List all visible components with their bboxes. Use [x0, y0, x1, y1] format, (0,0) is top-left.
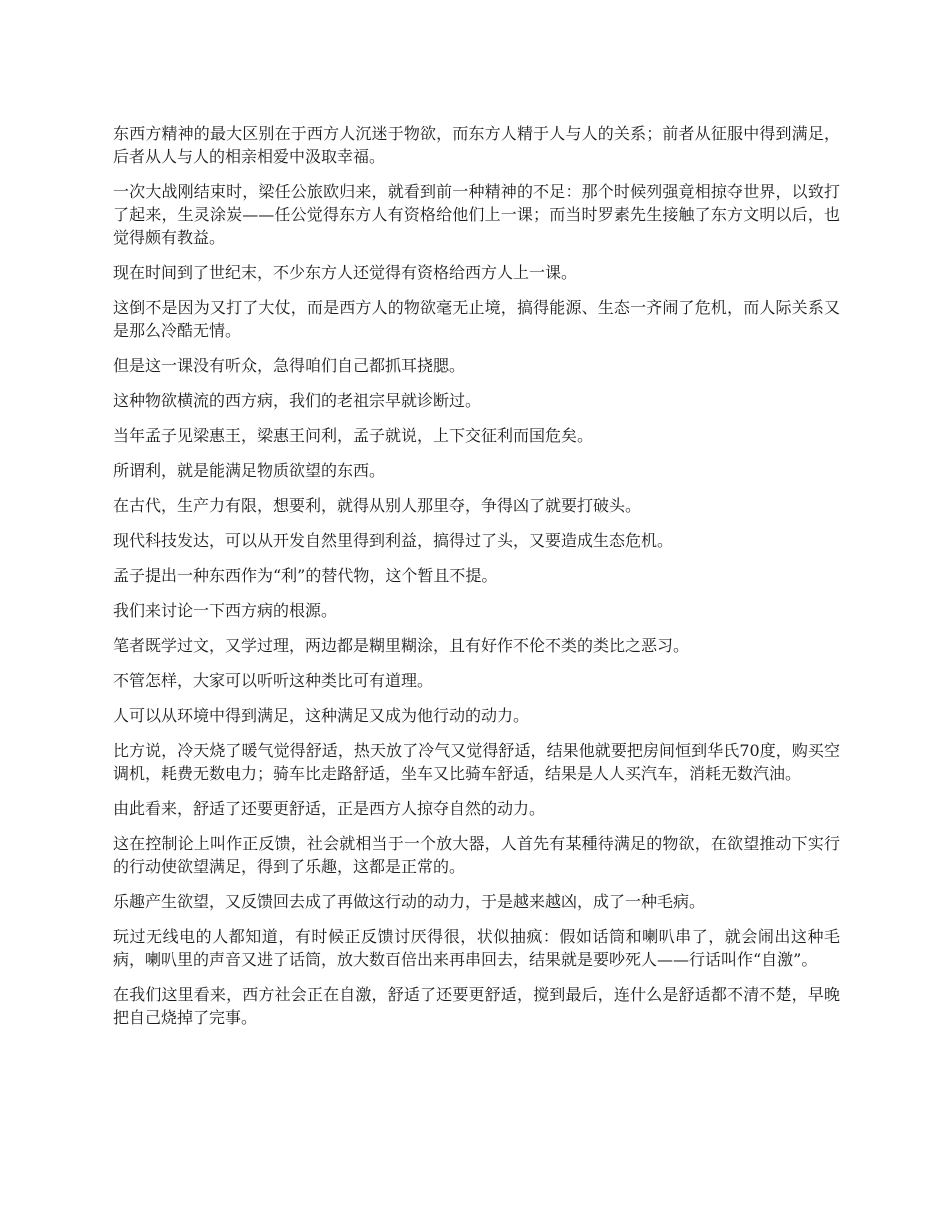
paragraph: 一次大战刚结束时，梁任公旅欧归来，就看到前一种精神的不足：那个时候列强竟相掠夺世界，以致打了起来，生灵涂炭——任公觉得东方人有资格给他们上一课；而当时罗素先生接触了东方文明以后，也觉得颇有教益。 — [113, 182, 840, 247]
paragraph: 笔者既学过文，又学过理，两边都是糊里糊涂，且有好作不伦不类的类比之恶习。 — [113, 636, 690, 655]
paragraph: 在古代，生产力有限，想要利，就得从别人那里夺，争得凶了就要打破头。 — [113, 496, 642, 515]
paragraph: 所谓利，就是能满足物质欲望的东西。 — [113, 461, 386, 480]
paragraph: 当年孟子见梁惠王，梁惠王问利，孟子就说，上下交征利而国危矣。 — [113, 426, 594, 445]
paragraph: 比方说，冷天烧了暖气觉得舒适，热天放了冷气又觉得舒适，结果他就要把房间恒到华氏70度，购买空调机，耗费无数电力；骑车比走路舒适，坐车又比骑车舒适，结果是人人买汽车，消耗无数汽油。 — [113, 741, 840, 783]
paragraph: 这种物欲横流的西方病，我们的老祖宗早就诊断过。 — [113, 391, 482, 410]
paragraph: 我们来讨论一下西方病的根源。 — [113, 601, 338, 620]
paragraph: 现代科技发达，可以从开发自然里得到利益，搞得过了头，又要造成生态危机。 — [113, 531, 674, 550]
paragraph: 这在控制论上叫作正反馈，社会就相当于一个放大器，人首先有某種待满足的物欲，在欲望推动下实行的行动使欲望满足，得到了乐趣，这都是正常的。 — [113, 834, 840, 876]
paragraph: 但是这一课没有听众，急得咱们自己都抓耳挠腮。 — [113, 356, 466, 375]
document-body — [113, 122, 840, 1041]
paragraph: 玩过无线电的人都知道，有时候正反馈讨厌得很，状似抽疯：假如话筒和喇叭串了，就会闹出这种毛病，喇叭里的声音又进了话筒，放大数百倍出来再串回去，结果就是要吵死人——行话叫作“自激”。 — [113, 927, 840, 969]
paragraph: 这倒不是因为又打了大仗，而是西方人的物欲毫无止境，搞得能源、生态一齐闹了危机，而人际关系又是那么冷酷无情。 — [113, 298, 840, 340]
paragraph: 东西方精神的最大区别在于西方人沉迷于物欲，而东方人精于人与人的关系；前者从征服中得到满足，后者从人与人的相亲相爱中汲取幸福。 — [113, 124, 840, 166]
paragraph: 不管怎样，大家可以听听这种类比可有道理。 — [113, 671, 434, 690]
paragraph: 现在时间到了世纪末，不少东方人还觉得有资格给西方人上一课。 — [113, 263, 578, 282]
paragraph: 在我们这里看来，西方社会正在自激，舒适了还要更舒适，搅到最后，连什么是舒适都不清不楚，早晚把自己烧掉了完事。 — [113, 985, 840, 1027]
paragraph: 孟子提出一种东西作为“利”的替代物，这个暂且不提。 — [113, 566, 498, 585]
paragraph: 乐趣产生欲望，又反馈回去成了再做这行动的动力，于是越来越凶，成了一种毛病。 — [113, 892, 706, 911]
paragraph: 人可以从环境中得到满足，这种满足又成为他行动的动力。 — [113, 706, 530, 725]
paragraph: 由此看来，舒适了还要更舒适，正是西方人掠夺自然的动力。 — [113, 799, 546, 818]
